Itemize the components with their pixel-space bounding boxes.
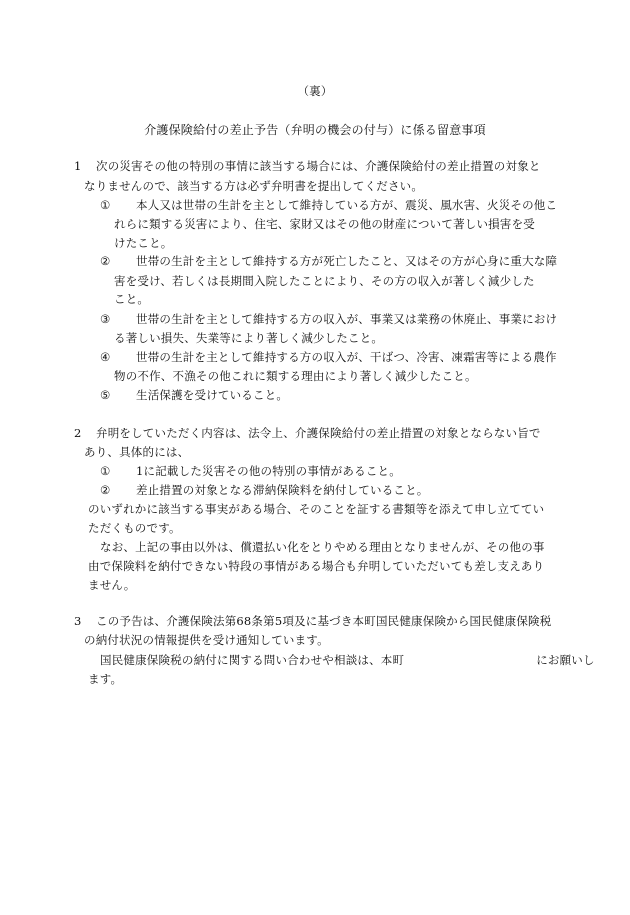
section-3-line: の納付状況の情報提供を受け通知しています。: [84, 633, 329, 647]
item-mark: ④: [100, 350, 111, 364]
page-side-label: （裏）: [297, 84, 333, 98]
list-item: [100, 252, 557, 270]
item-text: 世帯の生計を主として維持する方が死亡したこと、又はその方が心身に重大な障: [136, 254, 558, 268]
item-text: けたこと。: [114, 236, 173, 250]
item-text: 世帯の生計を主として維持する方の収入が、干ばつ、冷害、凍霜害等による農作: [136, 350, 557, 364]
list-item: [100, 462, 401, 480]
item-text: れらに類する災害により、住宅、家財又はその他の財産について著しい損害を受: [114, 217, 535, 231]
section-number: 1: [74, 159, 82, 173]
item-text: 1に記載した災害その他の特別の事情があること。: [136, 464, 401, 478]
section-1-line: なりませんので、該当する方は必ず弁明書を提出してください。: [84, 179, 424, 193]
item-text: 差止措置の対象となる滞納保険料を納付していること。: [136, 483, 429, 497]
item-mark: ⑤: [100, 388, 111, 402]
item-mark: ②: [100, 483, 111, 497]
contact-prefix: 国民健康保険税の納付に関する問い合わせや相談は、本町: [100, 653, 405, 667]
section-1-heading: [74, 157, 541, 175]
item-text: 生活保護を受けていること。: [136, 388, 289, 402]
item-mark: ①: [100, 198, 111, 212]
section-2-note: 由で保険料を納付できない特段の事情がある場合も弁明していただいても差し支えあり: [88, 559, 545, 573]
list-item: [100, 196, 557, 214]
item-text: 害を受け、若しくは長期間入院したことにより、その方の収入が著しく減少した: [114, 274, 535, 288]
section-number: 2: [74, 426, 82, 440]
item-text: る著しい損失、失業等により著しく減少したこと。: [114, 331, 384, 345]
section-1-line: 次の災害その他の特別の事情に該当する場合には、介護保険給付の差止措置の対象と: [96, 159, 541, 173]
section-2-line: あり、具体的には、: [84, 445, 190, 459]
list-item: [100, 481, 429, 499]
section-2-line: のいずれかに該当する事実がある場合、そのことを証する書類等を添えて申し立ててい: [88, 502, 545, 516]
section-2-note: なお、上記の事由以外は、償還払い化をとりやめる理由となりませんが、その他の事: [100, 540, 545, 554]
section-2-line: ただくものです。: [88, 521, 181, 535]
section-3-line: この予告は、介護保険法第68条第5項及に基づき本町国民健康保険から国民健康保険税: [96, 614, 552, 628]
item-mark: ②: [100, 254, 111, 268]
item-text: 物の不作、不漁その他これに類する理由により著しく減少したこと。: [114, 369, 477, 383]
item-mark: ③: [100, 312, 111, 326]
item-text: こと。: [114, 292, 150, 306]
list-item: [100, 348, 557, 366]
section-3-line: ます。: [88, 672, 123, 686]
section-3-heading: [74, 612, 551, 630]
section-2-heading: [74, 424, 541, 442]
contact-suffix: にお願いし: [536, 653, 595, 667]
section-number: 3: [74, 614, 82, 628]
item-text: 世帯の生計を主として維持する方の収入が、事業又は業務の休廃止、事業におけ: [136, 312, 558, 326]
section-2-note: ません。: [88, 578, 136, 592]
item-text: 本人又は世帯の生計を主として維持している方が、震災、風水害、火災その他こ: [136, 198, 558, 212]
section-2-line: 弁明をしていただく内容は、法令上、介護保険給付の差止措置の対象とならない旨で: [96, 426, 541, 440]
section-3-contact: [100, 651, 595, 669]
item-mark: ①: [100, 464, 111, 478]
list-item: [100, 386, 288, 404]
list-item: [100, 310, 557, 328]
document-title: 介護保険給付の差止予告（弁明の機会の付与）に係る留意事項: [144, 123, 486, 137]
